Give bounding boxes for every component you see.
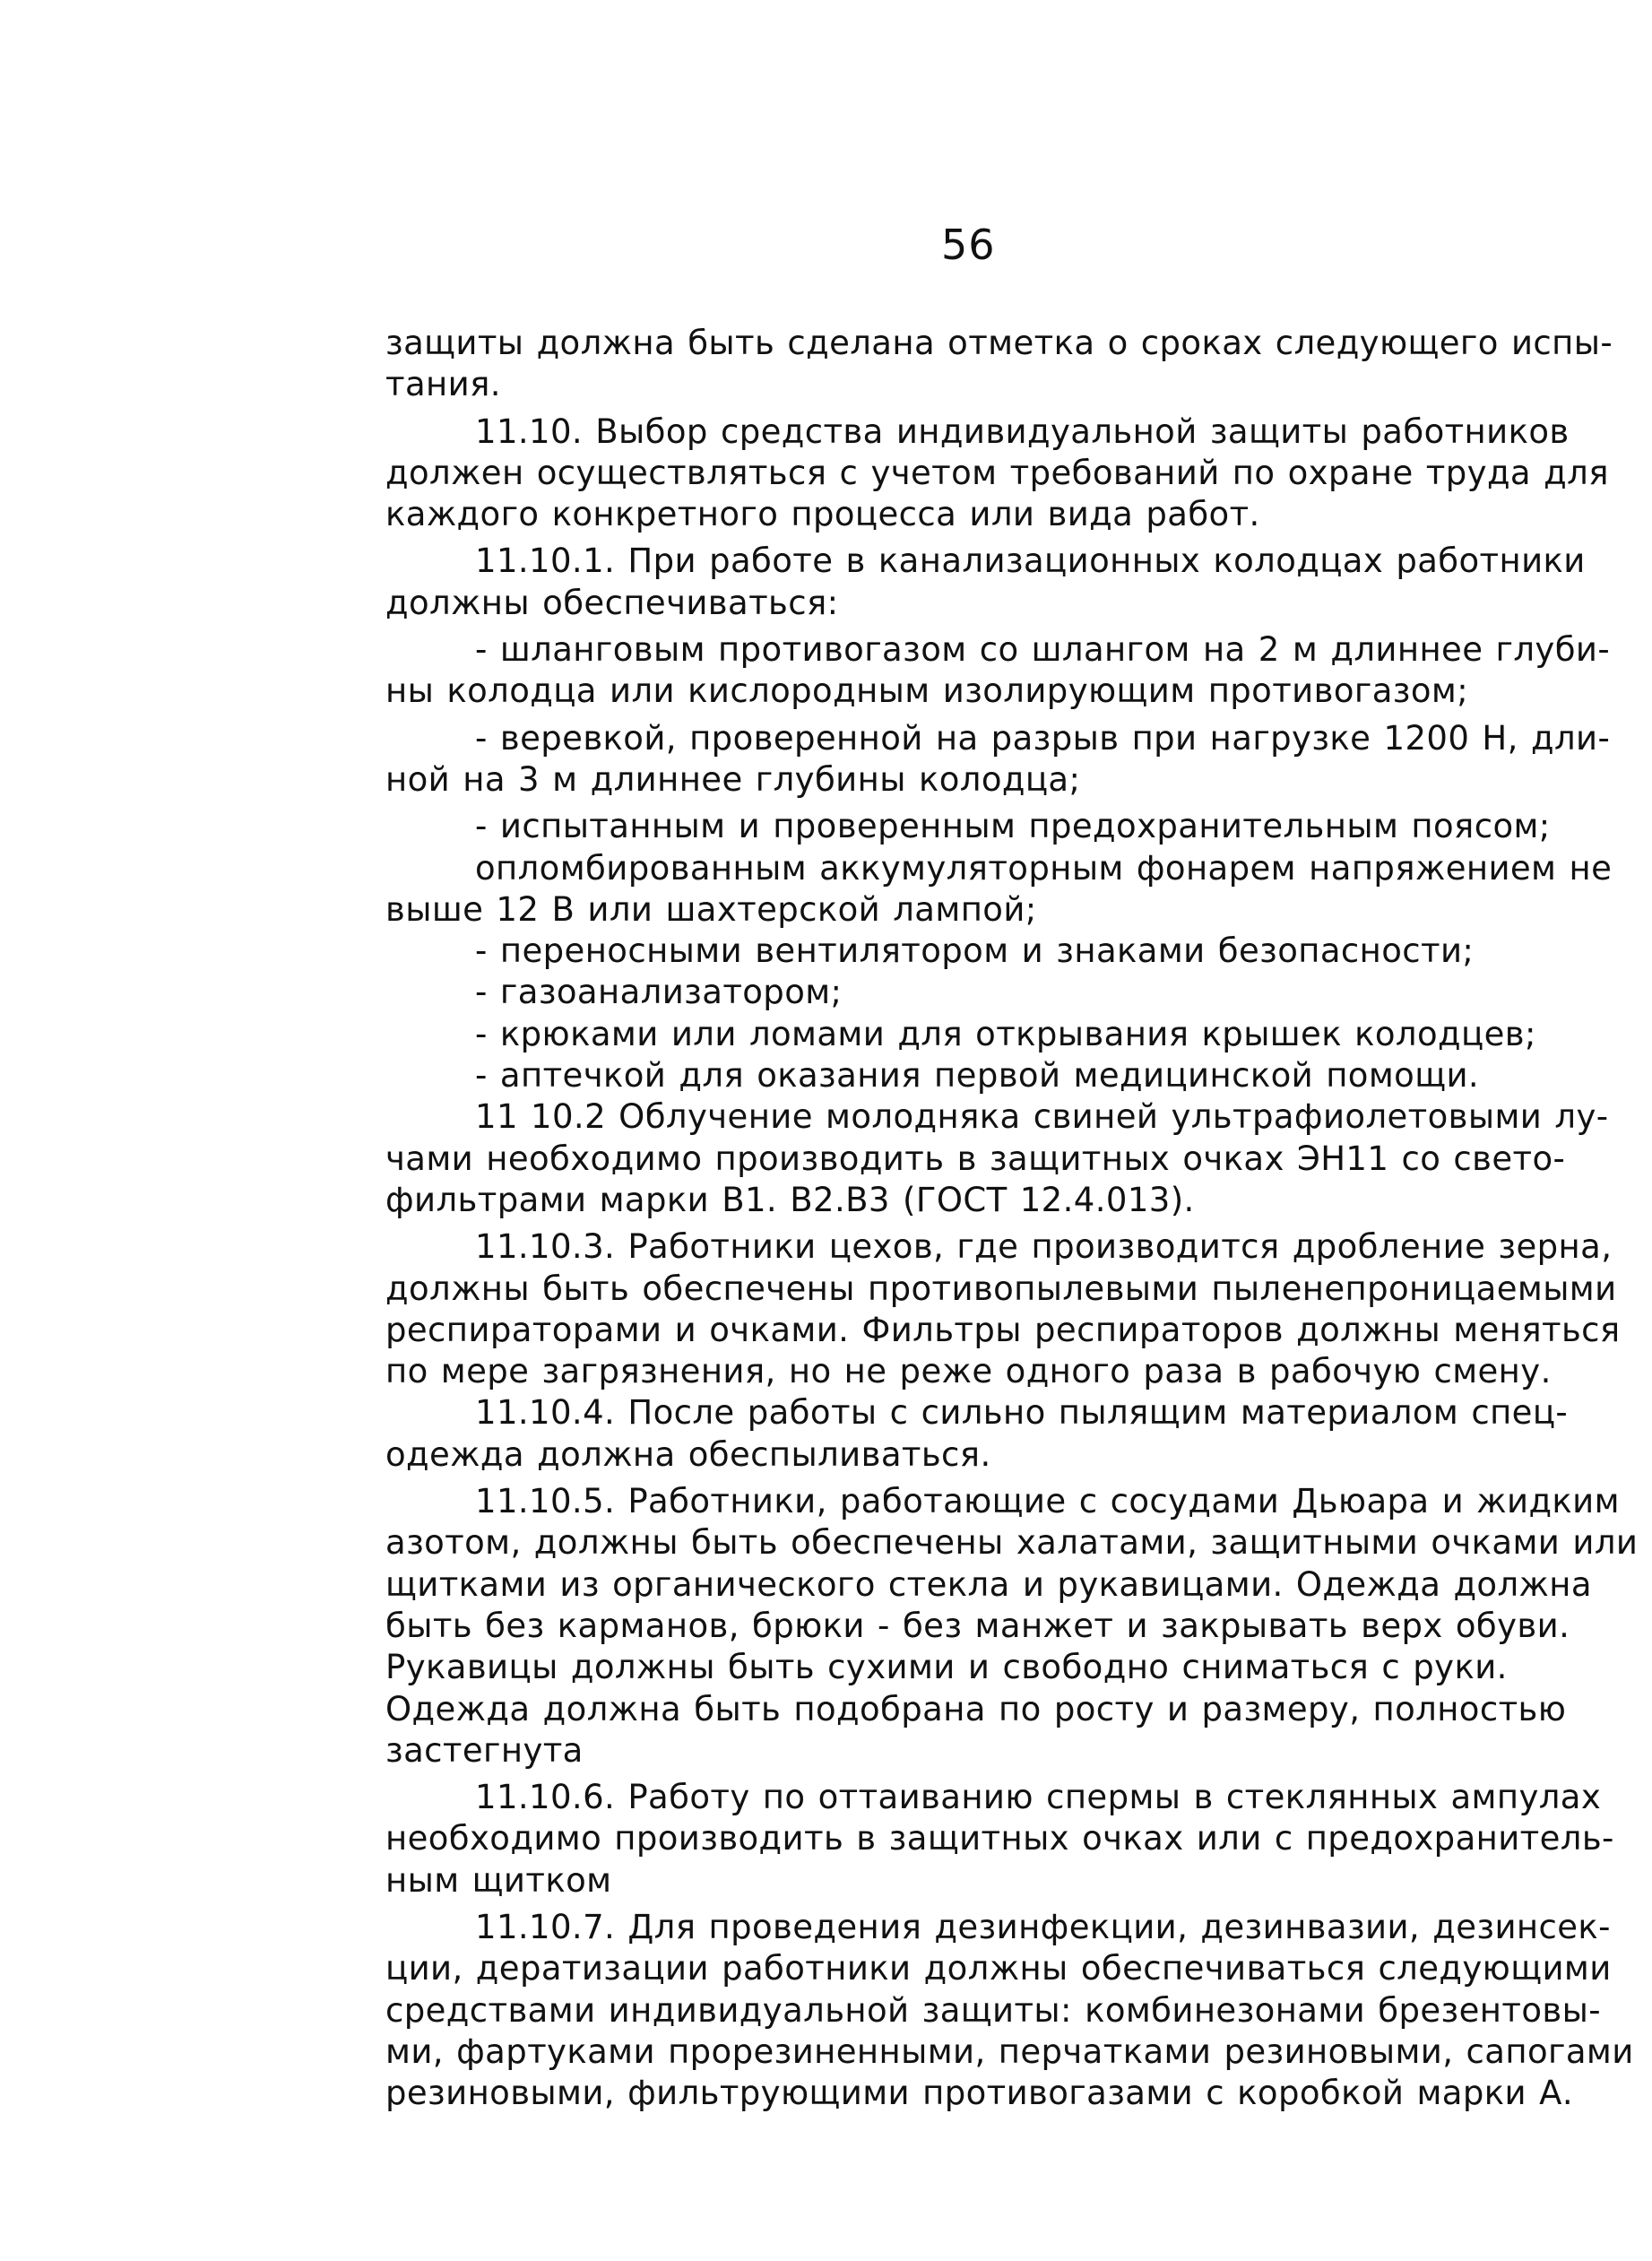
text-line: ции, дератизации работники должны обеспечиваться следующими <box>385 1949 1612 1988</box>
text-line: ми, фартуками прорезиненными, перчатками резиновыми, сапогами <box>385 2031 1634 2071</box>
text-line: Рукавицы должны быть сухими и свободно сниматься с руки. <box>385 1648 1508 1687</box>
text-line: должны быть обеспечены противопылевыми пыленепроницаемыми <box>385 1269 1617 1308</box>
list-item: - крюками или ломами для открывания крышек колодцев; <box>475 1014 1536 1053</box>
text-line: ной на 3 м длиннее глубины колодца; <box>385 759 1081 799</box>
paragraph-11-10-4: 11.10.4. После работы с сильно пылящим материалом спец- <box>475 1393 1569 1433</box>
body-text <box>385 323 1639 2114</box>
paragraph-11-10-2: 11 10.2 Облучение молодняка свиней ультрафиолетовыми лу- <box>475 1097 1609 1137</box>
text-line: средствами индивидуальной защиты: комбинезонами брезентовы- <box>385 1990 1601 2030</box>
text-line: Одежда должна быть подобрана по росту и размеру, полностью <box>385 1689 1567 1728</box>
text-line: необходимо производить в защитных очках или с предохранитель- <box>385 1819 1614 1858</box>
paragraph-11-10-3: 11.10.3. Работники цехов, где производится дробление зерна, <box>475 1227 1613 1267</box>
text-line: должны обеспечиваться: <box>385 583 839 622</box>
paragraph-11-10-1: 11.10.1. При работе в канализационных колодцах работники <box>475 541 1586 581</box>
list-item: - веревкой, проверенной на разрыв при нагрузке 1200 Н, дли- <box>475 718 1611 758</box>
text-line: выше 12 В или шахтерской лампой; <box>385 889 1037 929</box>
text-line: по мере загрязнения, но не реже одного раза в рабочую смену. <box>385 1352 1552 1391</box>
text-line: должен осуществляться с учетом требований по охране труда для <box>385 453 1609 492</box>
text-line: щитками из органического стекла и рукавицами. Одежда должна <box>385 1564 1592 1604</box>
text-line: защиты должна быть сделана отметка о сроках следующего испы- <box>385 324 1613 362</box>
text-line: фильтрами марки В1. В2.В3 (ГОСТ 12.4.013). <box>385 1180 1195 1219</box>
paragraph-11-10-6: 11.10.6. Работу по оттаиванию спермы в стеклянных ампулах <box>475 1778 1602 1817</box>
list-item: - газоанализатором; <box>475 973 843 1012</box>
text-line: азотом, должны быть обеспечены халатами, защитными очками или <box>385 1523 1639 1563</box>
text-line: быть без карманов, брюки - без манжет и закрывать верх обуви. <box>385 1606 1570 1645</box>
list-item: - шланговым противогазом со шлангом на 2 м длиннее глуби- <box>475 630 1611 670</box>
text-line: одежда должна обеспыливаться. <box>385 1434 991 1474</box>
page-number: 56 <box>941 221 996 269</box>
text-line: застегнута <box>385 1730 584 1770</box>
paragraph-11-10-5: 11.10.5. Работники, работающие с сосудами Дьюара и жидким <box>475 1482 1620 1521</box>
text-line: ным щитком <box>385 1860 612 1900</box>
text-line: респираторами и очками. Фильтры респираторов должны меняться <box>385 1310 1621 1349</box>
list-item: - испытанным и проверенным предохранительным поясом; <box>475 807 1551 846</box>
paragraph-11-10-7: 11.10.7. Для проведения дезинфекции, дезинвазии, дезинсек- <box>475 1907 1611 1946</box>
text-line: чами необходимо производить в защитных очках ЭН11 со свето- <box>385 1139 1566 1178</box>
list-item: - переносными вентилятором и знаками безопасности; <box>475 931 1475 971</box>
text-line: тания. <box>385 365 501 404</box>
text-line: каждого конкретного процесса или вида работ. <box>385 495 1260 534</box>
list-item: опломбированным аккумуляторным фонарем напряжением не <box>475 848 1613 888</box>
paragraph-11-10: 11.10. Выбор средства индивидуальной защиты работников <box>475 411 1570 451</box>
list-item: - аптечкой для оказания первой медицинской помощи. <box>475 1056 1480 1096</box>
text-line: резиновыми, фильтрующими противогазами с коробкой марки А. <box>385 2074 1573 2113</box>
text-line: ны колодца или кислородным изолирующим противогазом; <box>385 671 1469 711</box>
